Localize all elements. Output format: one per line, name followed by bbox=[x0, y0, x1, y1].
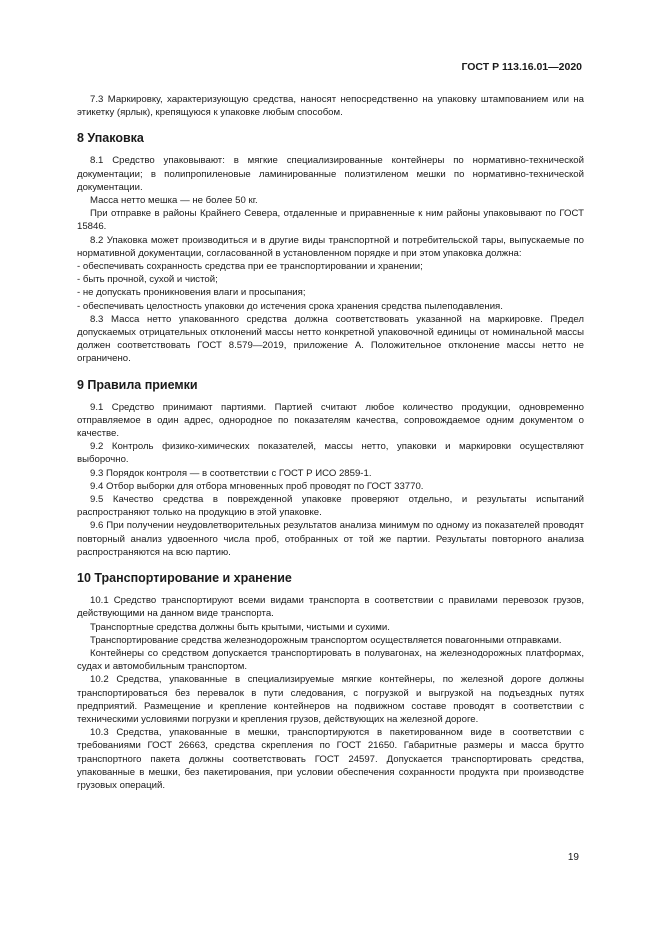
paragraph-7-3: 7.3 Маркировку, характеризующую средства, наносят непосредственно на упаковку штампованием или на этикетку (ярлык), крепящуюся к упаковке любым способом. bbox=[77, 94, 584, 119]
paragraph-9-3: 9.3 Порядок контроля — в соответствии с ГОСТ Р ИСО 2859-1. bbox=[90, 467, 372, 479]
paragraph-9-2: 9.2 Контроль физико-химических показателей, массы нетто, упаковки и маркировки осуществляют выборочно. bbox=[77, 441, 584, 466]
section-8-title: 8 Упаковка bbox=[77, 131, 144, 146]
paragraph-8-1: 8.1 Средство упаковывают: в мягкие специализированные контейнеры по нормативно-технической документации; в полипропиленовые ламинированные полиэтиленом мешки по нормативно-технической документации. bbox=[77, 155, 584, 193]
paragraph-8-1-mass: Масса нетто мешка — не более 50 кг. bbox=[90, 195, 258, 207]
paragraph-9-4: 9.4 Отбор выборки для отбора мгновенных проб проводят по ГОСТ 33770. bbox=[90, 480, 424, 492]
section-10-title: 10 Транспортирование и хранение bbox=[77, 571, 292, 586]
paragraph-9-6: 9.6 При получении неудовлетворительных результатов анализа минимум по одному из показателей проводят повторный анализ удвоенного числа проб, отобранных от той же партии. Результаты повторного анализа распространяются на всю партию. bbox=[77, 520, 584, 558]
paragraph-9-5: 9.5 Качество средства в поврежденной упаковке проверяют отдельно, и результаты испытаний распространяют только на продукцию в этой упаковке. bbox=[77, 494, 584, 519]
paragraph-10-1-containers: Контейнеры со средством допускается транспортировать в полувагонах, на железнодорожных платформах, судах и автомобильным транспортом. bbox=[77, 647, 584, 673]
paragraph-8-1-north: При отправке в районы Крайнего Севера, отдаленные и приравненные к ним районы упаковывают по ГОСТ 15846. bbox=[77, 208, 584, 233]
list-item: - обеспечивать целостность упаковки до истечения срока хранения средства пылеподавления. bbox=[77, 300, 503, 312]
paragraph-10-3: 10.3 Средства, упакованные в мешки, транспортируются в пакетированном виде в соответствии с требованиями ГОСТ 26663, средства скрепления по ГОСТ 21650. Габаритные размеры и масса брутто транспортного пакета должны соответствовать ГОСТ 24597. Допускается транспортировать средства, упакованные в мешки, без пакетирования, при условии обеспечения сохранности продукта при производстве грузовых операций. bbox=[77, 727, 584, 791]
page-body bbox=[77, 93, 584, 792]
paragraph-10-1-vehicles: Транспортные средства должны быть крытыми, чистыми и сухими. bbox=[90, 621, 390, 633]
paragraph-10-1: 10.1 Средство транспортируют всеми видами транспорта в соответствии с правилами перевозок грузов, действующими на данном виде транспорта. bbox=[77, 595, 584, 620]
paragraph-10-2: 10.2 Средства, упакованные в специализируемые мягкие контейнеры, по железной дороге должны транспортироваться без перевалок в пути следования, с погрузкой и выгрузкой на подъездных путях предприятий. Размещение и крепление контейнеров на подвижном составе проводят в соответствии с техническими условиями погрузки и крепления грузов, действующих на железной дороге. bbox=[77, 674, 584, 725]
list-item: - не допускать проникновения влаги и просыпания; bbox=[77, 287, 306, 299]
document-header-standard: ГОСТ Р 113.16.01—2020 bbox=[461, 61, 582, 73]
paragraph-10-1-rail: Транспортирование средства железнодорожным транспортом осуществляется повагонными отправками. bbox=[90, 634, 562, 646]
list-item: - быть прочной, сухой и чистой; bbox=[77, 274, 218, 286]
paragraph-8-2: 8.2 Упаковка может производиться и в другие виды транспортной и потребительской тары, выпускаемые по нормативной документации, согласованной в установленном порядке и при этом упаковка должна: bbox=[77, 234, 584, 259]
paragraph-8-3: 8.3 Масса нетто упакованного средства должна соответствовать указанной на маркировке. Предел допускаемых отрицательных отклонений массы нетто конкретной упаковочной единицы от номинальной массы должен соответствовать ГОСТ 8.579—2019, приложение А. Положительное отклонение массы нетто не ограничено. bbox=[77, 313, 584, 365]
list-item: - обеспечивать сохранность средства при ее транспортировании и хранении; bbox=[77, 261, 423, 273]
section-9-title: 9 Правила приемки bbox=[77, 377, 198, 392]
paragraph-9-1: 9.1 Средство принимают партиями. Партией считают любое количество продукции, одновременно отправляемое в один адрес, однородное по показателям качества, сопровождаемое одним документом о качестве. bbox=[77, 401, 584, 440]
page-number: 19 bbox=[567, 852, 579, 863]
